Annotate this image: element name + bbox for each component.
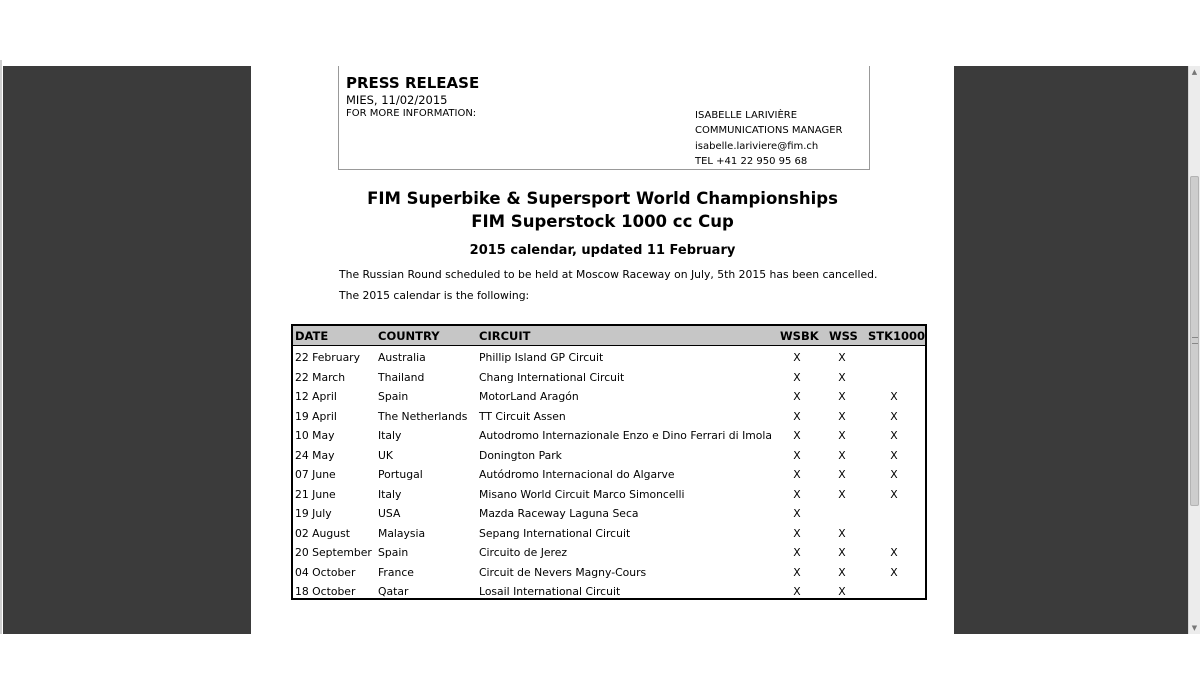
header-date: DATE <box>295 329 329 343</box>
cell-date: 21 June <box>295 487 336 501</box>
cell-country: The Netherlands <box>378 409 468 423</box>
cell-stk1000: X <box>890 409 898 423</box>
scrollbar-grip-icon <box>1192 337 1198 344</box>
cell-wsbk: X <box>793 351 801 364</box>
cell-date: 24 May <box>295 448 335 462</box>
cell-circuit: Chang International Circuit <box>479 370 625 384</box>
calendar-body <box>293 348 925 602</box>
cell-circuit: Phillip Island GP Circuit <box>479 351 604 364</box>
contact-block <box>695 108 842 169</box>
cell-wsbk: X <box>793 585 801 598</box>
cell-wss: X <box>838 429 846 442</box>
cell-date: 20 September <box>295 546 372 559</box>
table-row <box>293 543 925 563</box>
cell-wsbk: X <box>793 507 801 520</box>
cell-wss: X <box>838 409 846 423</box>
paragraph-cancellation: The Russian Round scheduled to be held at Moscow Raceway on July, 5th 2015 has been cancelled. <box>339 268 878 281</box>
cell-wss: X <box>838 351 846 364</box>
window-top-bar <box>0 0 1200 66</box>
header-stk1000: STK1000 <box>868 329 926 343</box>
cell-country: USA <box>378 507 401 520</box>
table-row <box>293 387 925 407</box>
cell-wsbk: X <box>793 546 801 559</box>
table-row <box>293 504 925 524</box>
cell-date: 12 April <box>295 390 337 403</box>
cell-circuit: Sepang International Circuit <box>479 526 631 540</box>
cell-wss: X <box>838 487 846 501</box>
cell-wsbk: X <box>793 526 801 540</box>
press-release-box <box>338 66 870 170</box>
cell-wsbk: X <box>793 487 801 501</box>
cell-country: Qatar <box>378 585 409 598</box>
cell-wsbk: X <box>793 448 801 462</box>
document-page <box>251 66 954 634</box>
cell-date: 22 March <box>295 370 346 384</box>
cell-country: Australia <box>378 351 426 364</box>
cell-date: 07 June <box>295 468 336 481</box>
cell-date: 10 May <box>295 429 335 442</box>
table-row <box>293 563 925 583</box>
cell-date: 02 August <box>295 526 350 540</box>
cell-date: 19 July <box>295 507 332 520</box>
cell-stk1000: X <box>890 448 898 462</box>
cell-circuit: Donington Park <box>479 448 562 462</box>
cell-country: Italy <box>378 487 402 501</box>
cell-wss: X <box>838 448 846 462</box>
cell-date: 22 February <box>295 351 361 364</box>
contact-tel: TEL +41 22 950 95 68 <box>695 155 808 167</box>
info-label: FOR MORE INFORMATION: <box>346 108 477 119</box>
cell-wss: X <box>838 468 846 481</box>
cell-country: Portugal <box>378 468 423 481</box>
cell-wsbk: X <box>793 565 801 579</box>
cell-date: 04 October <box>295 565 356 579</box>
cell-circuit: Circuito de Jerez <box>479 546 568 559</box>
cell-country: Italy <box>378 429 402 442</box>
cell-stk1000: X <box>890 546 898 559</box>
cell-date: 19 April <box>295 409 337 423</box>
table-row <box>293 485 925 505</box>
table-row <box>293 524 925 544</box>
cell-circuit: TT Circuit Assen <box>479 409 566 423</box>
window-left-edge <box>0 60 2 675</box>
cell-circuit: Autodromo Internazionale Enzo e Dino Ferrari di Imola <box>479 429 772 442</box>
cell-stk1000: X <box>890 390 898 403</box>
contact-role: COMMUNICATIONS MANAGER <box>695 125 843 137</box>
cell-stk1000: X <box>890 565 898 579</box>
scroll-up-arrow-icon[interactable]: ▲ <box>1191 68 1198 76</box>
headline-line1: FIM Superbike & Supersport World Championships <box>367 189 838 208</box>
table-row <box>293 582 925 602</box>
press-release-title: PRESS RELEASE <box>346 74 480 92</box>
cell-circuit: Circuit de Nevers Magny-Cours <box>479 565 647 579</box>
header-wsbk: WSBK <box>780 329 819 343</box>
cell-wss: X <box>838 546 846 559</box>
cell-date: 18 October <box>295 585 356 598</box>
cell-wss: X <box>838 526 846 540</box>
cell-stk1000: X <box>890 468 898 481</box>
cell-wsbk: X <box>793 429 801 442</box>
table-row <box>293 426 925 446</box>
table-row <box>293 348 925 368</box>
cell-wss: X <box>838 565 846 579</box>
cell-circuit: Losail International Circuit <box>479 585 621 598</box>
table-row <box>293 407 925 427</box>
cell-circuit: MotorLand Aragón <box>479 390 579 403</box>
cell-country: Spain <box>378 546 409 559</box>
header-country: COUNTRY <box>378 329 440 343</box>
header-circuit: CIRCUIT <box>479 329 531 343</box>
cell-circuit: Misano World Circuit Marco Simoncelli <box>479 487 685 501</box>
headline-subtitle: 2015 calendar, updated 11 February <box>469 243 736 258</box>
table-row <box>293 465 925 485</box>
cell-circuit: Mazda Raceway Laguna Seca <box>479 507 639 520</box>
cell-country: Malaysia <box>378 526 426 540</box>
calendar-table <box>291 324 927 600</box>
cell-wsbk: X <box>793 409 801 423</box>
cell-country: UK <box>378 448 393 462</box>
scrollbar-thumb[interactable] <box>1190 176 1199 506</box>
calendar-header-row <box>293 326 925 346</box>
contact-email[interactable]: isabelle.lariviere@fim.ch <box>695 140 819 152</box>
headline-line2: FIM Superstock 1000 cc Cup <box>471 212 734 231</box>
cell-wsbk: X <box>793 468 801 481</box>
cell-circuit: Autódromo Internacional do Algarve <box>479 468 675 481</box>
contact-name: ISABELLE LARIVIÈRE <box>695 110 798 121</box>
place-date: MIES, 11/02/2015 <box>346 93 448 107</box>
cell-wss: X <box>838 390 846 403</box>
cell-stk1000: X <box>890 487 898 501</box>
vertical-scrollbar[interactable] <box>1188 66 1200 634</box>
cell-wss: X <box>838 585 846 598</box>
table-row <box>293 368 925 388</box>
window-bottom-area <box>0 634 1200 675</box>
cell-wsbk: X <box>793 390 801 403</box>
cell-country: Spain <box>378 390 409 403</box>
scroll-down-arrow-icon[interactable]: ▼ <box>1191 624 1198 632</box>
cell-wsbk: X <box>793 370 801 384</box>
cell-wss: X <box>838 370 846 384</box>
cell-stk1000: X <box>890 429 898 442</box>
header-wss: WSS <box>829 329 858 343</box>
paragraph-intro: The 2015 calendar is the following: <box>339 289 530 302</box>
cell-country: Thailand <box>378 370 425 384</box>
table-row <box>293 446 925 466</box>
cell-country: France <box>378 565 414 579</box>
